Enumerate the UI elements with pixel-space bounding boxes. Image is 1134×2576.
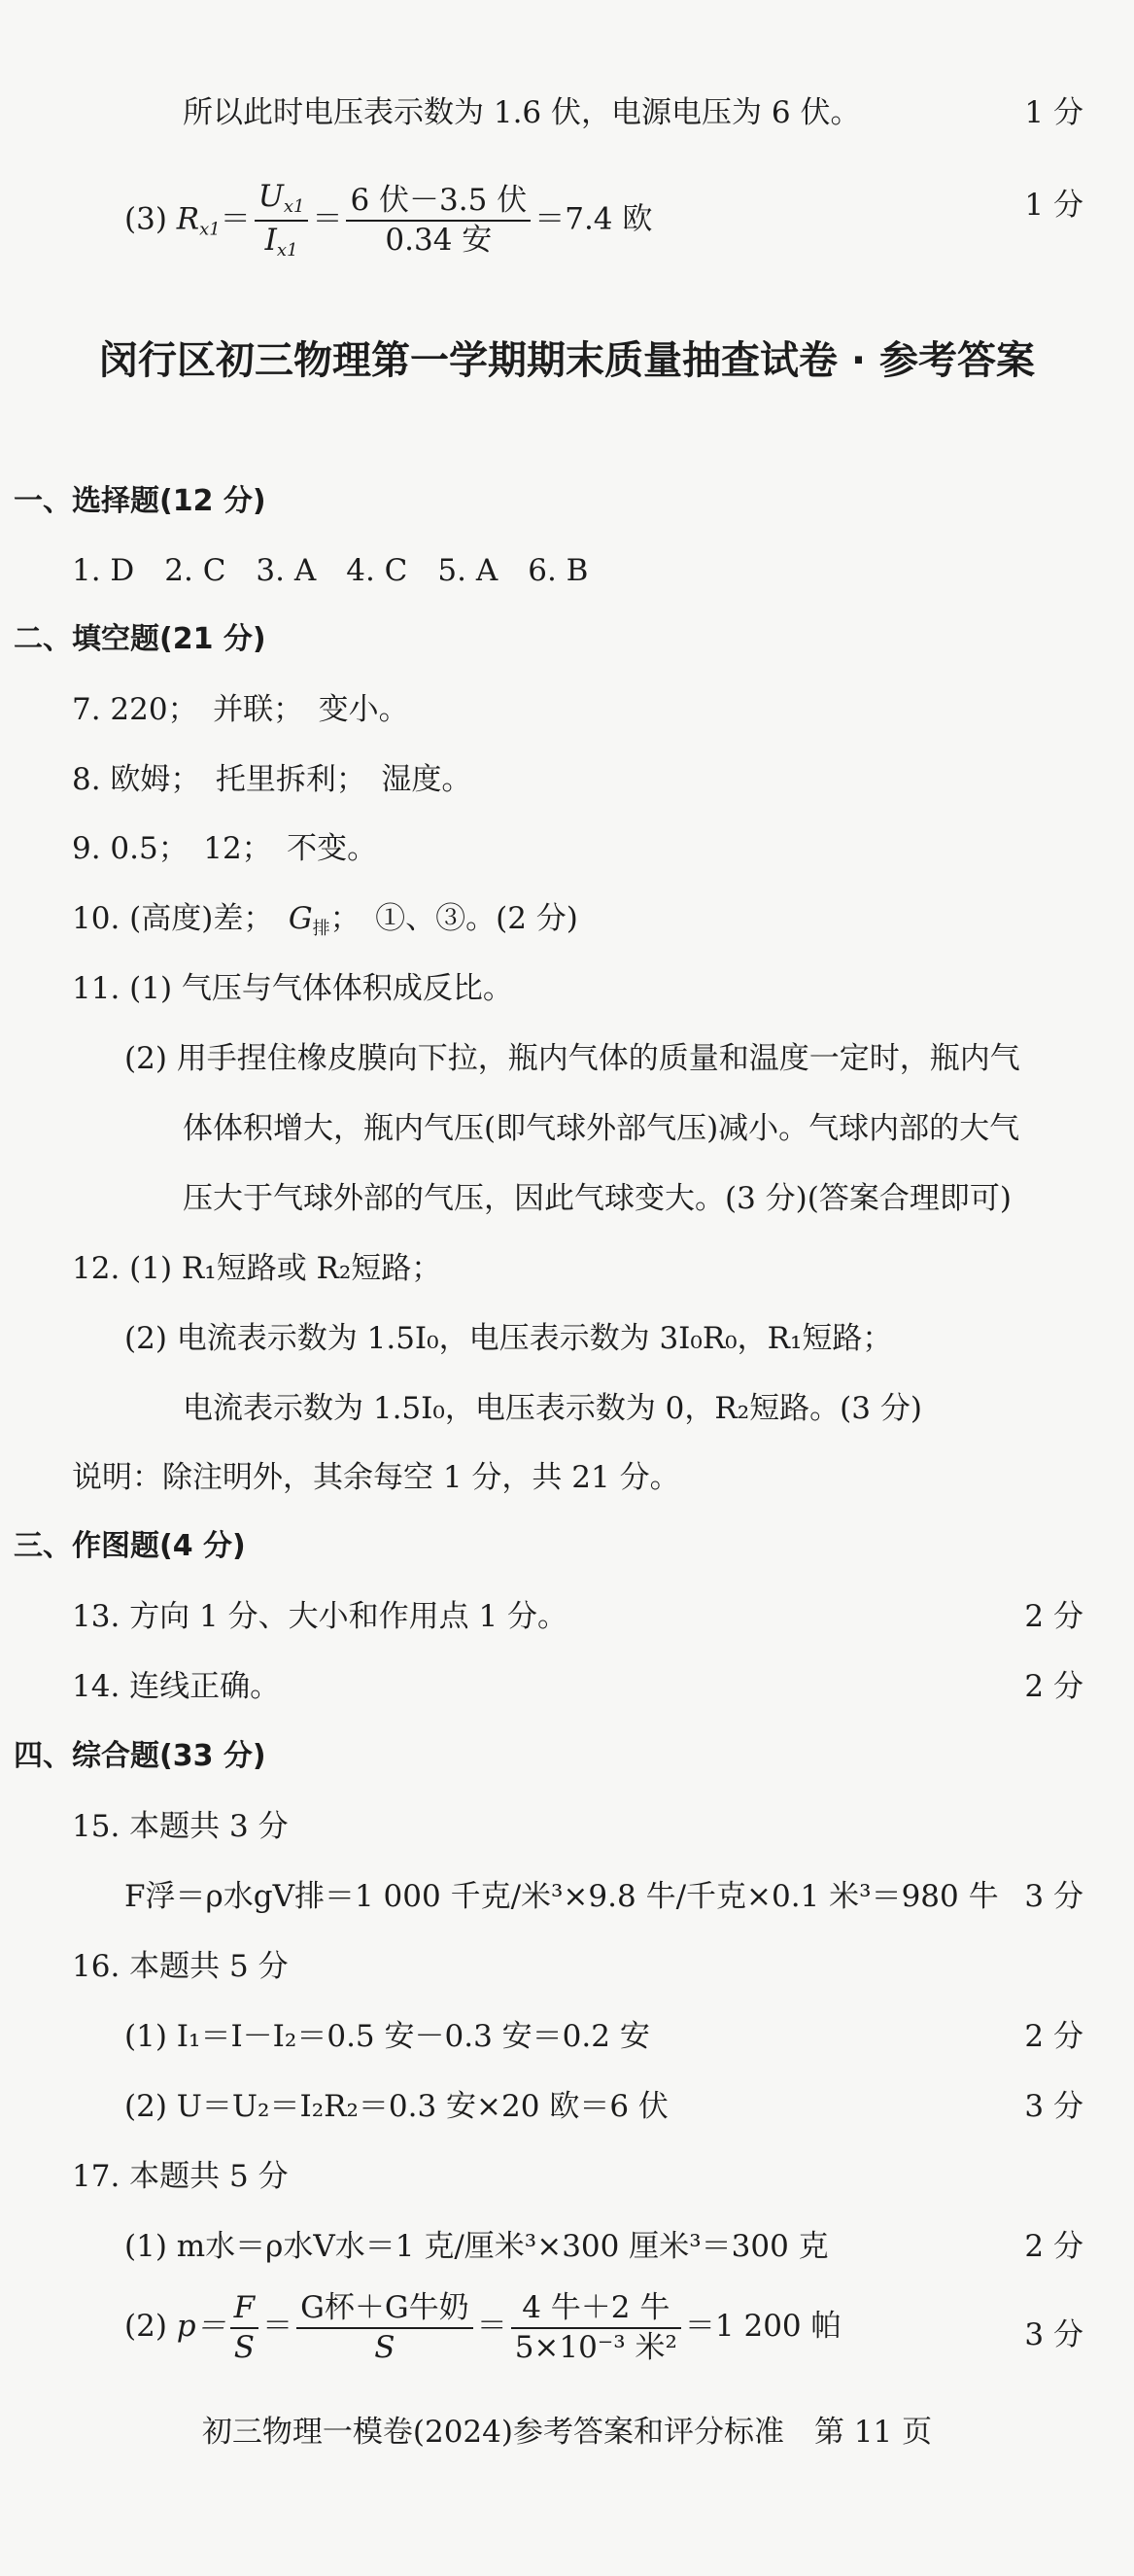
- score-label: 2 分: [1024, 1669, 1083, 1704]
- answer-line: 体体积增大，瓶内气压(即气球外部气压)减小。气球内部的大气: [183, 1111, 1020, 1146]
- frac-num: F: [230, 2292, 259, 2329]
- formula-var: G: [288, 901, 313, 936]
- answer-line: 8. 欧姆； 托里拆利； 湿度。: [72, 762, 472, 797]
- score-label: 2 分: [1024, 1599, 1083, 1634]
- frac-den: S: [233, 2329, 256, 2365]
- answer-line: 1. D 2. C 3. A 4. C 5. A 6. B: [72, 553, 589, 588]
- answer-line: 压大于气球外部的气压，因此气球变大。(3 分)(答案合理即可): [183, 1181, 1012, 1216]
- formula-result: ＝1 200 帕: [684, 2309, 842, 2345]
- score-label: 2 分: [1024, 2019, 1083, 2054]
- score-label: 2 分: [1024, 2229, 1083, 2264]
- frac-den-sub: x1: [276, 239, 298, 261]
- formula-result: ＝7.4 欧: [534, 201, 653, 237]
- frac-num: U: [258, 179, 284, 214]
- formula-line: F浮＝ρ水gV排＝1 000 千克/米³×9.8 牛/千克×0.1 米³＝980 牛: [124, 1879, 999, 1914]
- fraction: [511, 2292, 681, 2363]
- section-heading: 二、填空题(21 分): [14, 622, 266, 656]
- score-label: 3 分: [1024, 1879, 1083, 1914]
- formula-line: (2) U＝U₂＝I₂R₂＝0.3 安×20 欧＝6 伏: [124, 2089, 669, 2124]
- equals: ＝: [262, 2309, 293, 2345]
- answer-line: [72, 899, 578, 949]
- page-footer: 初三物理一模卷(2024)参考答案和评分标准 第 11 页: [201, 2415, 933, 2450]
- formula-line: [124, 2292, 842, 2363]
- score-label: 1 分: [1024, 95, 1083, 130]
- answer-line: 17. 本题共 5 分: [72, 2159, 289, 2194]
- answer-line: 所以此时电压表示数为 1.6 伏，电源电压为 6 伏。: [183, 95, 861, 130]
- answer-line: 7. 220； 并联； 变小。: [72, 692, 409, 727]
- frac-num: G杯＋G牛奶: [296, 2292, 473, 2329]
- frac-num: 4 牛＋2 牛: [511, 2292, 681, 2329]
- equals: ＝: [476, 2309, 507, 2345]
- section-heading: 一、选择题(12 分): [14, 484, 266, 518]
- formula-line: (1) I₁＝I－I₂＝0.5 安－0.3 安＝0.2 安: [124, 2019, 650, 2054]
- section-heading: 四、综合题(33 分): [14, 1739, 266, 1773]
- frac-den: 0.34 安: [385, 222, 493, 258]
- formula-sub: 排: [312, 919, 330, 939]
- frac-num-sub: x1: [283, 196, 305, 217]
- fraction: [230, 2292, 259, 2363]
- answer-line: 15. 本题共 3 分: [72, 1809, 289, 1844]
- equals: ＝: [220, 201, 251, 237]
- fraction: [255, 181, 309, 261]
- page-title: 闵行区初三物理第一学期期末质量抽查试卷 · 参考答案: [98, 338, 1036, 383]
- fraction: [346, 185, 531, 256]
- item-label: (3): [124, 201, 167, 237]
- answer-line: 11. (1) 气压与气体体积成反比。: [72, 971, 513, 1006]
- answer-line: 14. 连线正确。: [72, 1669, 281, 1704]
- equals: ＝: [312, 201, 343, 237]
- frac-den: I: [264, 222, 277, 258]
- note-line: 说明：除注明外，其余每空 1 分，共 21 分。: [72, 1460, 680, 1495]
- item-label: (2): [124, 2309, 167, 2345]
- answer-line: 12. (1) R₁短路或 R₂短路；: [72, 1251, 442, 1286]
- formula-line: (1) m水＝ρ水V水＝1 克/厘米³×300 厘米³＝300 克: [124, 2229, 829, 2264]
- answer-text: ； ①、③。(2 分): [329, 901, 578, 936]
- answer-line: 9. 0.5； 12； 不变。: [72, 831, 378, 866]
- answer-line: 电流表示数为 1.5I₀，电压表示数为 0，R₂短路。(3 分): [183, 1391, 922, 1426]
- formula-line: [124, 181, 652, 261]
- formula-sub: x1: [199, 219, 221, 240]
- formula-var: R: [176, 201, 200, 237]
- answer-text: 10. (高度)差；: [72, 901, 289, 936]
- frac-den: 5×10⁻³ 米²: [514, 2329, 677, 2365]
- section-heading: 三、作图题(4 分): [14, 1529, 246, 1563]
- answer-line: 13. 方向 1 分、大小和作用点 1 分。: [72, 1599, 568, 1634]
- score-label: 3 分: [1024, 2317, 1083, 2352]
- formula-var: p＝: [176, 2309, 226, 2345]
- answer-line: (2) 电流表示数为 1.5I₀，电压表示数为 3I₀R₀，R₁短路；: [124, 1321, 893, 1356]
- frac-den: S: [374, 2329, 395, 2365]
- answer-line: (2) 用手捏住橡皮膜向下拉，瓶内气体的质量和温度一定时，瓶内气: [124, 1041, 1020, 1076]
- score-label: 1 分: [1024, 188, 1083, 223]
- fraction: [296, 2292, 473, 2363]
- answer-line: 16. 本题共 5 分: [72, 1949, 289, 1984]
- score-label: 3 分: [1024, 2089, 1083, 2124]
- frac-num: 6 伏－3.5 伏: [346, 185, 531, 222]
